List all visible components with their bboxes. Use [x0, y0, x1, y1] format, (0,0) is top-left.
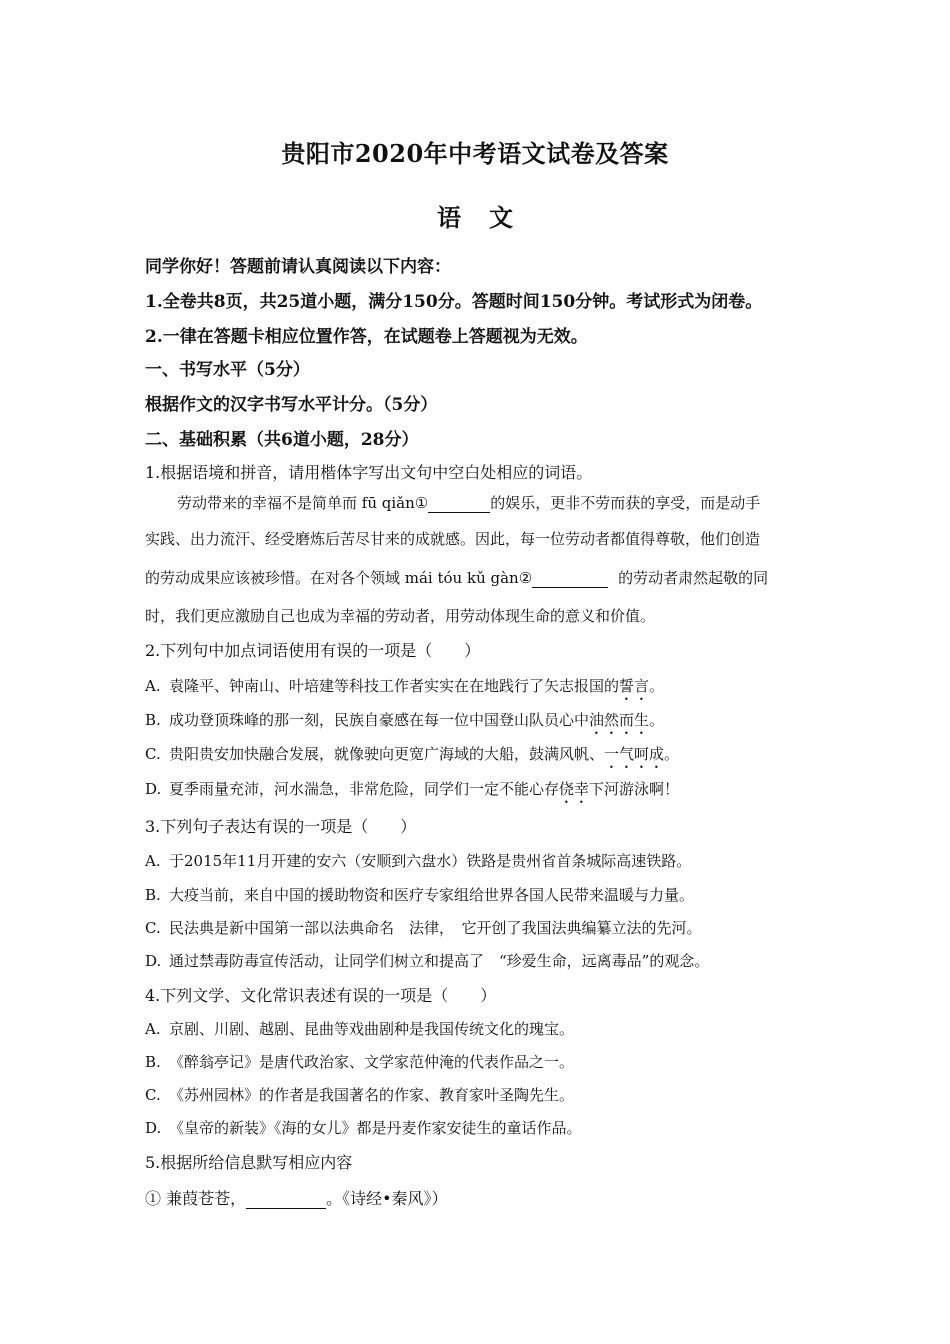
question-2-option-a [145, 675, 664, 704]
option-letter: B. [145, 886, 161, 904]
question-2-stem: 2.下列句中加点词语使用有误的一项是（ ） [145, 641, 481, 660]
option-text: 成功登顶珠峰的那一刻，民族自豪感在每一位中国登山队员心中 [169, 711, 590, 729]
option-letter: A. [145, 677, 161, 695]
option-text: 贵阳贵安加快融合发展，就像驶向更宽广海域的大船，鼓满风帆、 [169, 745, 605, 763]
option-letter: A. [145, 852, 161, 870]
passage-line-4: 时，我们更应激励自己也成为幸福的劳动者，用劳动体现生命的意义和价值。 [145, 607, 656, 625]
passage-line-1-part-a: 劳动带来的幸福不是简单而 fū qiǎn① [177, 494, 429, 512]
question-2-option-c [145, 743, 679, 772]
option-letter: B. [145, 1053, 161, 1071]
option-letter: D. [145, 780, 162, 798]
option-letter: C. [145, 919, 161, 937]
question-2-option-d [145, 778, 679, 807]
option-text: 京剧、川剧、越剧、昆曲等戏曲剧种是我国传统文化的瑰宝。 [169, 1020, 575, 1038]
option-text-end: 下河游泳啊！ [589, 780, 680, 798]
option-text: 大疫当前，来自中国的援助物资和医疗专家组给世界各国人民带来温暖与力量。 [169, 886, 695, 904]
option-text: 《醉翁亭记》是唐代政治家、文学家范仲淹的代表作品之一。 [169, 1053, 575, 1071]
option-text: 袁隆平、钟南山、叶培建等科技工作者实实在在地践行了矢志报国的 [169, 677, 620, 695]
option-text: 《皇帝的新装》《海的女儿》都是丹麦作家安徒生的童话作品。 [169, 1119, 582, 1137]
option-letter: D. [145, 952, 162, 970]
page-title: 贵阳市2020年中考语文试卷及答案 [281, 139, 669, 168]
option-text: 通过禁毒防毒宣传活动，让同学们树立和提高了 “珍爱生命，远离毒品”的观念。 [169, 952, 710, 970]
passage-line-3-part-a: 的劳动成果应该被珍惜。在对各个领域 mái tóu kǔ gàn② [145, 569, 533, 587]
blank-2 [532, 569, 608, 588]
option-text: 民法典是新中国第一部以法典命名 法律， 它开创了我国法典编纂立法的先河。 [169, 919, 702, 937]
option-text-end: 。 [664, 745, 680, 763]
question-4-option-a [145, 1018, 574, 1039]
recite-blank [246, 1189, 326, 1209]
recite-line-start: ① 兼葭苍苍， [145, 1189, 247, 1208]
dotted-word: 誓言 [619, 677, 650, 695]
section-1-heading: 一、书写水平（5分） [145, 360, 310, 380]
blank-1 [428, 494, 490, 513]
question-4-option-b [145, 1051, 574, 1072]
question-5-stem: 5.根据所给信息默写相应内容 [145, 1153, 353, 1172]
passage-line-1-part-b: 的娱乐，更非不劳而获的享受，而是动手 [490, 494, 761, 512]
dotted-word: 侥幸 [559, 780, 590, 798]
option-letter: D. [145, 1119, 162, 1137]
dotted-word: 一气呵成 [604, 745, 665, 763]
question-3-option-c [145, 917, 702, 938]
passage-line-3-part-b: 的劳动者肃然起敬的同 [618, 569, 769, 587]
question-3-option-b [145, 884, 694, 905]
question-4-option-c [145, 1084, 574, 1105]
question-4-option-d [145, 1117, 582, 1138]
passage-line-3 [145, 567, 768, 588]
option-letter: A. [145, 1020, 161, 1038]
option-letter: C. [145, 1086, 161, 1104]
section-2-heading: 二、基础积累（共6道小题，28分） [145, 430, 419, 450]
subject-heading: 语文 [437, 203, 541, 232]
passage-line-2: 实践、出力流汗、经受磨炼后苦尽甘来的成就感。因此，每一位劳动者都值得尊敬，他们创造 [145, 530, 761, 548]
intro-greeting: 同学你好！答题前请认真阅读以下内容： [145, 257, 451, 277]
question-3-stem: 3.下列句子表达有误的一项是（ ） [145, 817, 417, 836]
option-text-end: 。 [649, 711, 665, 729]
passage-line-1 [177, 492, 760, 513]
question-3-option-d [145, 950, 709, 971]
option-text: 于2015年11月开建的安六（安顺到六盘水）铁路是贵州省首条城际高速铁路。 [169, 852, 692, 870]
question-5-item-1 [145, 1186, 448, 1209]
section-1-description: 根据作文的汉字书写水平计分。（5分） [145, 395, 438, 415]
option-text-end: 。 [649, 677, 665, 695]
intro-note-1: 1.全卷共8页，共25道小题，满分150分。答题时间150分钟。考试形式为闭卷。 [145, 292, 763, 312]
question-4-stem: 4.下列文学、文化常识表述有误的一项是（ ） [145, 986, 497, 1005]
question-1-stem: 1.根据语境和拼音，请用楷体字写出文句中空白处相应的词语。 [145, 463, 593, 482]
option-letter: B. [145, 711, 161, 729]
option-letter: C. [145, 745, 161, 763]
recite-line-end: 。《诗经•秦风》） [326, 1189, 448, 1208]
option-text: 《苏州园林》的作者是我国著名的作家、教育家叶圣陶先生。 [169, 1086, 575, 1104]
question-2-option-b [145, 709, 664, 738]
question-3-option-a [145, 850, 691, 871]
dotted-word: 油然而生 [589, 711, 650, 729]
intro-note-2: 2.一律在答题卡相应位置作答，在试题卷上答题视为无效。 [145, 327, 588, 347]
option-text: 夏季雨量充沛，河水湍急，非常危险，同学们一定不能心存 [169, 780, 560, 798]
